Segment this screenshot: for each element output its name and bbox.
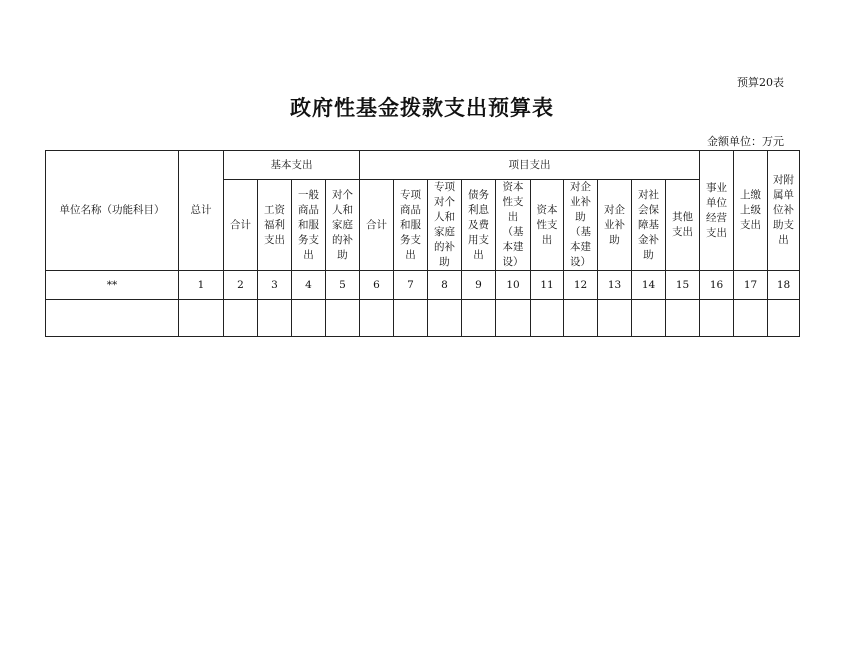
- index-cell: 16: [700, 271, 734, 300]
- col-special-household: 专项对个人和家庭的补助: [428, 180, 462, 271]
- col-capital-basic: 资本性支出（基本建设）: [496, 180, 531, 271]
- index-cell: 13: [598, 271, 632, 300]
- col-group-project: 项目支出: [360, 151, 700, 180]
- index-cell: 11: [531, 271, 564, 300]
- col-upper-payment: 上缴上级支出: [734, 151, 768, 271]
- index-cell: 9: [462, 271, 496, 300]
- index-cell: 10: [496, 271, 531, 300]
- col-capital: 资本性支出: [531, 180, 564, 271]
- col-affiliate-subsidy: 对附属单位补助支出: [768, 151, 800, 271]
- index-cell: 8: [428, 271, 462, 300]
- index-cell: 12: [564, 271, 598, 300]
- col-business-operation: 事业单位经营支出: [700, 151, 734, 271]
- col-special-goods: 专项商品和服务支出: [394, 180, 428, 271]
- index-cell: 4: [292, 271, 326, 300]
- col-unit-name: 单位名称（功能科目）: [46, 151, 179, 271]
- index-row: [46, 271, 800, 300]
- index-cell: 17: [734, 271, 768, 300]
- page-title: 政府性基金拨款支出预算表: [290, 95, 554, 120]
- col-household-subsidy: 对个人和家庭的补助: [326, 180, 360, 271]
- index-cell: 6: [360, 271, 394, 300]
- col-debt-interest: 债务利息及费用支出: [462, 180, 496, 271]
- index-cell: 5: [326, 271, 360, 300]
- index-cell: 7: [394, 271, 428, 300]
- col-basic-subtotal: 合计: [224, 180, 258, 271]
- col-group-basic: 基本支出: [224, 151, 360, 180]
- col-goods-services: 一般商品和服务支出: [292, 180, 326, 271]
- index-cell: 3: [258, 271, 292, 300]
- col-other: 其他支出: [666, 180, 700, 271]
- index-cell: 18: [768, 271, 800, 300]
- col-total: 总计: [179, 151, 224, 271]
- index-cell: 15: [666, 271, 700, 300]
- col-enterprise: 对企业补助: [598, 180, 632, 271]
- col-social-security: 对社会保障基金补助: [632, 180, 666, 271]
- index-row-label: **: [46, 271, 179, 300]
- index-cell: 14: [632, 271, 666, 300]
- col-enterprise-basic: 对企业补助（基本建设）: [564, 180, 598, 271]
- amount-unit: 金额单位：万元: [707, 135, 784, 148]
- empty-data-row: [46, 300, 800, 337]
- index-cell: 2: [224, 271, 258, 300]
- budget-table: [45, 150, 800, 337]
- form-code: 预算20表: [737, 76, 784, 89]
- header-row-1: [46, 151, 800, 180]
- index-cell: 1: [179, 271, 224, 300]
- col-wages: 工资福利支出: [258, 180, 292, 271]
- col-project-subtotal: 合计: [360, 180, 394, 271]
